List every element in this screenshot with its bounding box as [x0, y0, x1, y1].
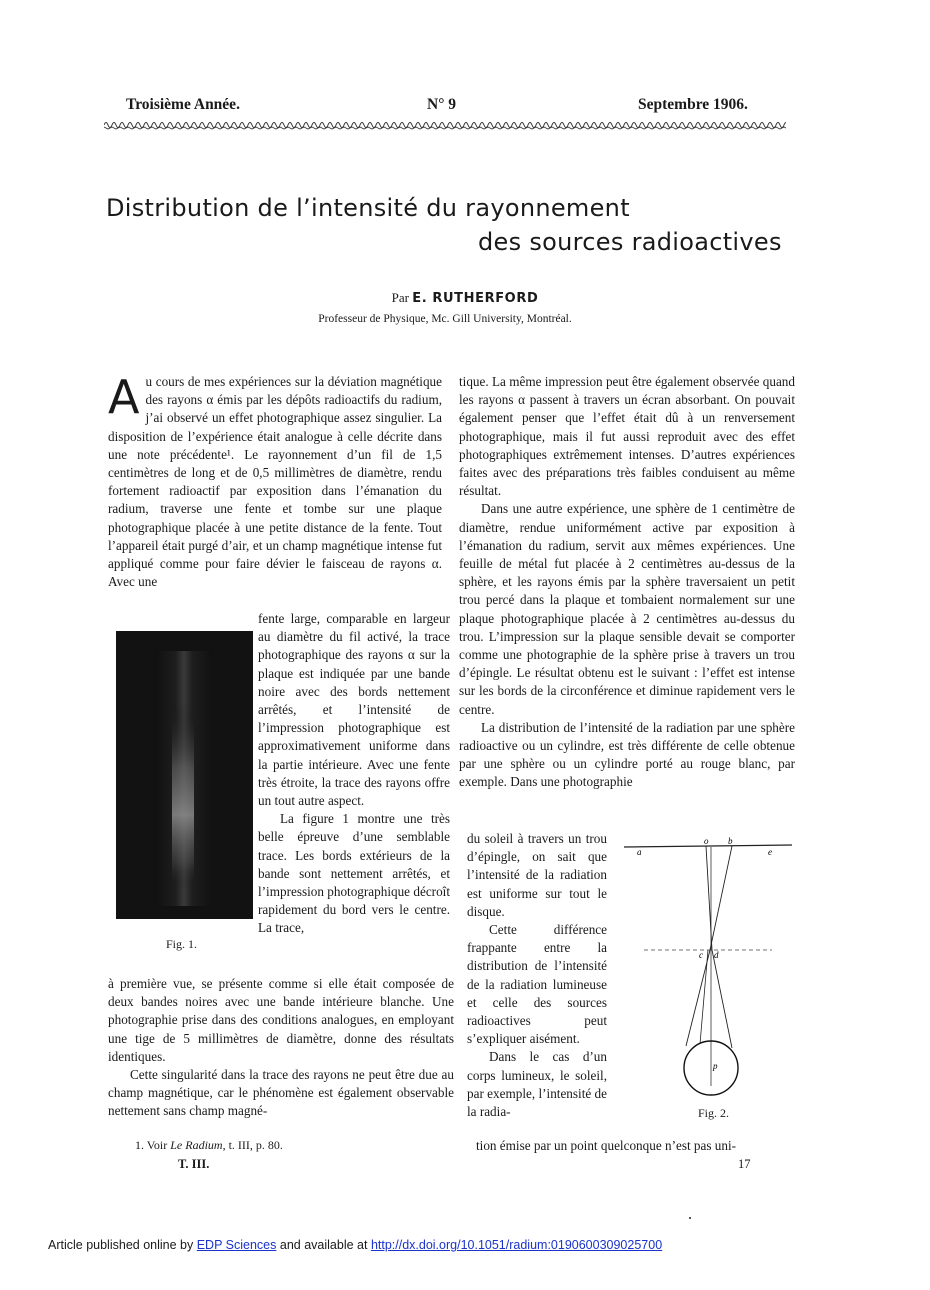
footer-prefix: Article published online by — [48, 1238, 194, 1252]
page-number: 17 — [738, 1157, 751, 1171]
publisher-link[interactable]: EDP Sciences — [196, 1238, 277, 1252]
figure-2-label-b: b — [728, 836, 733, 846]
right-column-wrapped-text — [467, 830, 607, 1121]
paragraph: tique. La même impression peut être également observée quand les rayons α passent à travers un écran absorbant. On pouvait également penser que l’effet était dû à un renversement photographique, mais il fut aussi reproduit avec des effet photographiques extrêmement intenses. D’autres expériences faites avec des préparations très faibles conduisent au même résultat. — [459, 374, 795, 499]
left-column-wrapped-text — [258, 610, 450, 938]
running-header-left: Troisième Année. — [126, 96, 240, 113]
paragraph: Cette singularité dans la trace des rayons ne peut être due au champ magnétique, car le phénomène est également observable nettement sans champ magné- — [108, 1067, 454, 1119]
right-column-top — [459, 373, 795, 792]
figure-1-photograph — [116, 631, 253, 919]
left-column-bottom — [108, 975, 454, 1121]
author-affiliation: Professeur de Physique, Mc. Gill University, Montréal. — [318, 313, 572, 325]
byline-par: Par — [391, 290, 409, 305]
footnote-suffix: , t. III, p. 80. — [222, 1138, 283, 1152]
footnote-journal: Le Radium — [170, 1138, 223, 1152]
paragraph: La figure 1 montre une très belle épreuve d’une semblable trace. Les bords extérieurs de la bande sont nettement arrêtés, et l’impression photographique décroît rapidement du bord vers le centre. La trace, — [258, 811, 450, 936]
left-column-top — [108, 370, 442, 591]
figure-1-trace — [116, 631, 253, 919]
paragraph: Dans le cas d’un corps lumineux, le soleil, par exemple, l’intensité de la radia- — [467, 1049, 607, 1120]
author-name: E. RUTHERFORD — [412, 291, 539, 306]
figure-2-ray — [700, 950, 708, 1044]
running-header-date: Septembre 1906. — [638, 96, 748, 113]
paragraph: Cette différence frappante entre la distribution de l’intensité de la radiation lumineuse et celle des sources radioactives peut s’expliquer aisément. — [467, 922, 607, 1047]
doi-link[interactable]: http://dx.doi.org/10.1051/radium:0190600309025700 — [370, 1238, 663, 1252]
article-title-line-1: Distribution de l’intensité du rayonnement — [106, 194, 630, 222]
footnote — [135, 1138, 283, 1153]
paragraph: La distribution de l’intensité de la radiation par une sphère radioactive ou un cylindre, est très différente de celle obtenue par une sphère ou un cylindre porté au rouge blanc, par exemple. Dans une photographie — [459, 719, 795, 790]
paragraph-text: u cours de mes expériences sur la déviation magnétique des rayons α émis par les dépôts radioactifs du radium, j’ai observé un effet photographique assez singulier. La disposition de l’expérience était analogue à celle décrite dans une note précédente¹. Le rayonnement d’un fil de 1,5 centimètres de long et de 0,5 millimètres de diamètre, rendu fortement radioactif par exposition dans l’émanation du radium, traverse une fente et tombe sur une plaque photographique placée à une petite distance de la fente. Tout l’appareil était purgé d’air, et un champ magnétique intense fut appliqué comme pour faire dévier le faisceau de rayons α. Avec une — [108, 374, 442, 590]
paragraph: fente large, comparable en largeur au diamètre du fil activé, la trace photographique des rayons α sur la plaque est indiquée par une bande noire avec des bords nettement arrêtés, et l’intensité de l’impression photographique est approximativement uniforme dans la partie intérieure. Avec une fente très étroite, la trace des rayons offre un tout autre aspect. — [258, 611, 450, 809]
figure-2-diagram — [624, 836, 794, 1106]
figure-2-caption: Fig. 2. — [698, 1106, 730, 1120]
figure-1-caption: Fig. 1. — [166, 937, 198, 951]
article-title-line-2: des sources radioactives — [478, 228, 782, 256]
issue-number: N° 9 — [427, 96, 457, 113]
byline — [0, 290, 930, 306]
paragraph: à première vue, se présente comme si elle était composée de deux bandes noires avec une bande intérieure blanche. Une photographie prise dans des conditions analogues, en employant une tige de 5 millimètres de diamètre, donne des résultats identiques. — [108, 976, 454, 1064]
right-column-bottom-line — [476, 1137, 806, 1155]
paragraph: tion émise par un point quelconque n’est pas uni- — [476, 1138, 737, 1153]
paragraph — [108, 370, 442, 591]
figure-2-ray — [710, 846, 732, 950]
ornamental-rule — [104, 118, 786, 132]
publication-footer — [48, 1238, 662, 1252]
figure-2-label-c: c — [699, 950, 703, 960]
figure-2-ray — [712, 950, 732, 1048]
footnote-prefix: 1. Voir — [135, 1138, 168, 1152]
volume-mark: T. III. — [178, 1157, 210, 1171]
figure-2-label-a: a — [637, 847, 642, 857]
scan-speck — [689, 1217, 691, 1219]
drop-cap: A — [108, 370, 140, 424]
figure-2-label-p: p — [713, 1061, 718, 1071]
figure-2-label-o: o — [704, 836, 709, 846]
figure-2-label-e: e — [768, 847, 772, 857]
paragraph: du soleil à travers un trou d’épingle, on sait que l’intensité de la radiation est uniforme sur tout le disque. — [467, 831, 607, 919]
footer-middle: and available at — [279, 1238, 368, 1252]
paragraph: Dans une autre expérience, une sphère de 1 centimètre de diamètre, rendue uniformément active par exposition à l’émanation du radium, servit aux mêmes expériences. Une feuille de métal fut placée à 2 centimètres au-dessus de la sphère, et les rayons émis par la sphère traversaient un petit trou percé dans la plaque et tombaient normalement sur une plaque photographique placée à 2 centimètres au-dessus du trou. L’impression sur la plaque sensible devait se comporter comme une photographie de la sphère prise à travers un trou d’épingle. Le résultat obtenu est le suivant : l’effet est intense sur les bords de la circonférence et diminue rapidement vers le centre. — [459, 501, 795, 717]
figure-2-label-d: d — [714, 950, 719, 960]
